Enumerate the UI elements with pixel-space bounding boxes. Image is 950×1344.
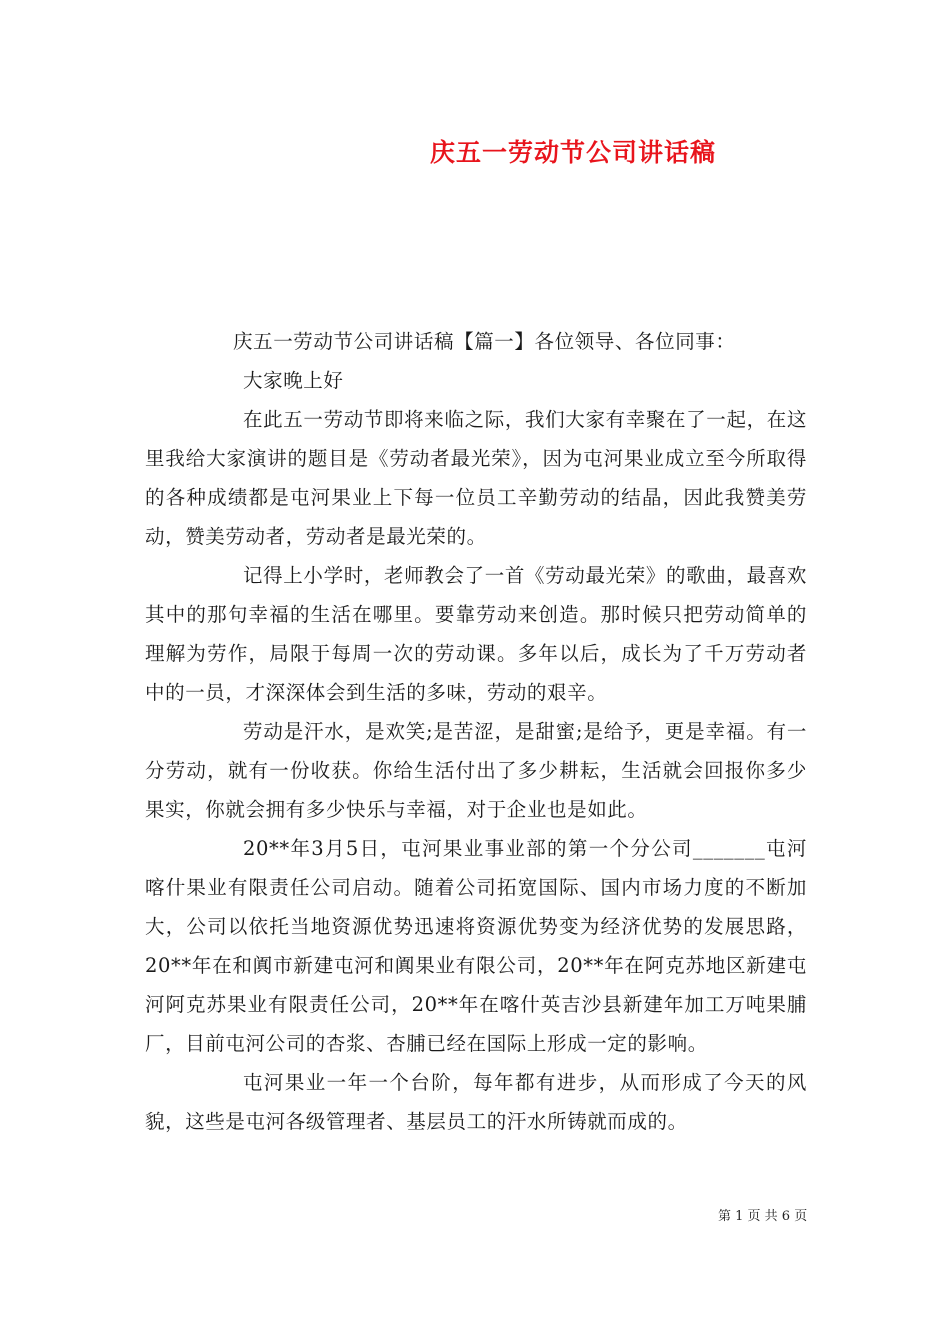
section-heading: 庆五一劳动节公司讲话稿【篇一】各位领导、各位同事： (233, 330, 736, 353)
paragraph: 劳动是汗水，是欢笑;是苦涩，是甜蜜;是给予，更是幸福。有一分劳动，就有一份收获。你给生活付出了多少耕耘，生活就会回报你多少果实，你就会拥有多少快乐与幸福，对于企业也是如此。 (145, 720, 807, 821)
page-number-footer: 第 1 页 共 6 页 (718, 1209, 808, 1224)
paragraph: 20**年3月5日，屯河果业事业部的第一个分公司_______屯河喀什果业有限责任公司启动。随着公司拓宽国际、国内市场力度的不断加大，公司以依托当地资源优势迅速将资源优势变为经济优势的发展思路，20**年在和阗市新建屯河和阗果业有限公司，20**年在阿克苏地区新建屯河阿克苏果业有限责任公司，20**年在喀什英吉沙县新建年加工万吨果脯厂，目前屯河公司的杏浆、杏脯已经在国际上形成一定的影响。 (145, 837, 807, 1055)
paragraph: 在此五一劳动节即将来临之际，我们大家有幸聚在了一起，在这里我给大家演讲的题目是《劳动者最光荣》，因为屯河果业成立至今所取得的各种成绩都是屯河果业上下每一位员工辛勤劳动的结晶，因此我赞美劳动，赞美劳动者，劳动者是最光荣的。 (145, 408, 807, 548)
greeting-line: 大家晚上好 (243, 369, 344, 392)
document-title: 庆五一劳动节公司讲话稿 (430, 138, 717, 167)
paragraph: 屯河果业一年一个台阶，每年都有进步，从而形成了今天的风貌，这些是屯河各级管理者、基层员工的汗水所铸就而成的。 (145, 1071, 807, 1133)
document-body (145, 322, 807, 1141)
paragraph: 记得上小学时，老师教会了一首《劳动最光荣》的歌曲，最喜欢其中的那句幸福的生活在哪里。要靠劳动来创造。那时候只把劳动简单的理解为劳作，局限于每周一次的劳动课。多年以后，成长为了千万劳动者中的一员，才深深体会到生活的多味，劳动的艰辛。 (145, 564, 807, 704)
